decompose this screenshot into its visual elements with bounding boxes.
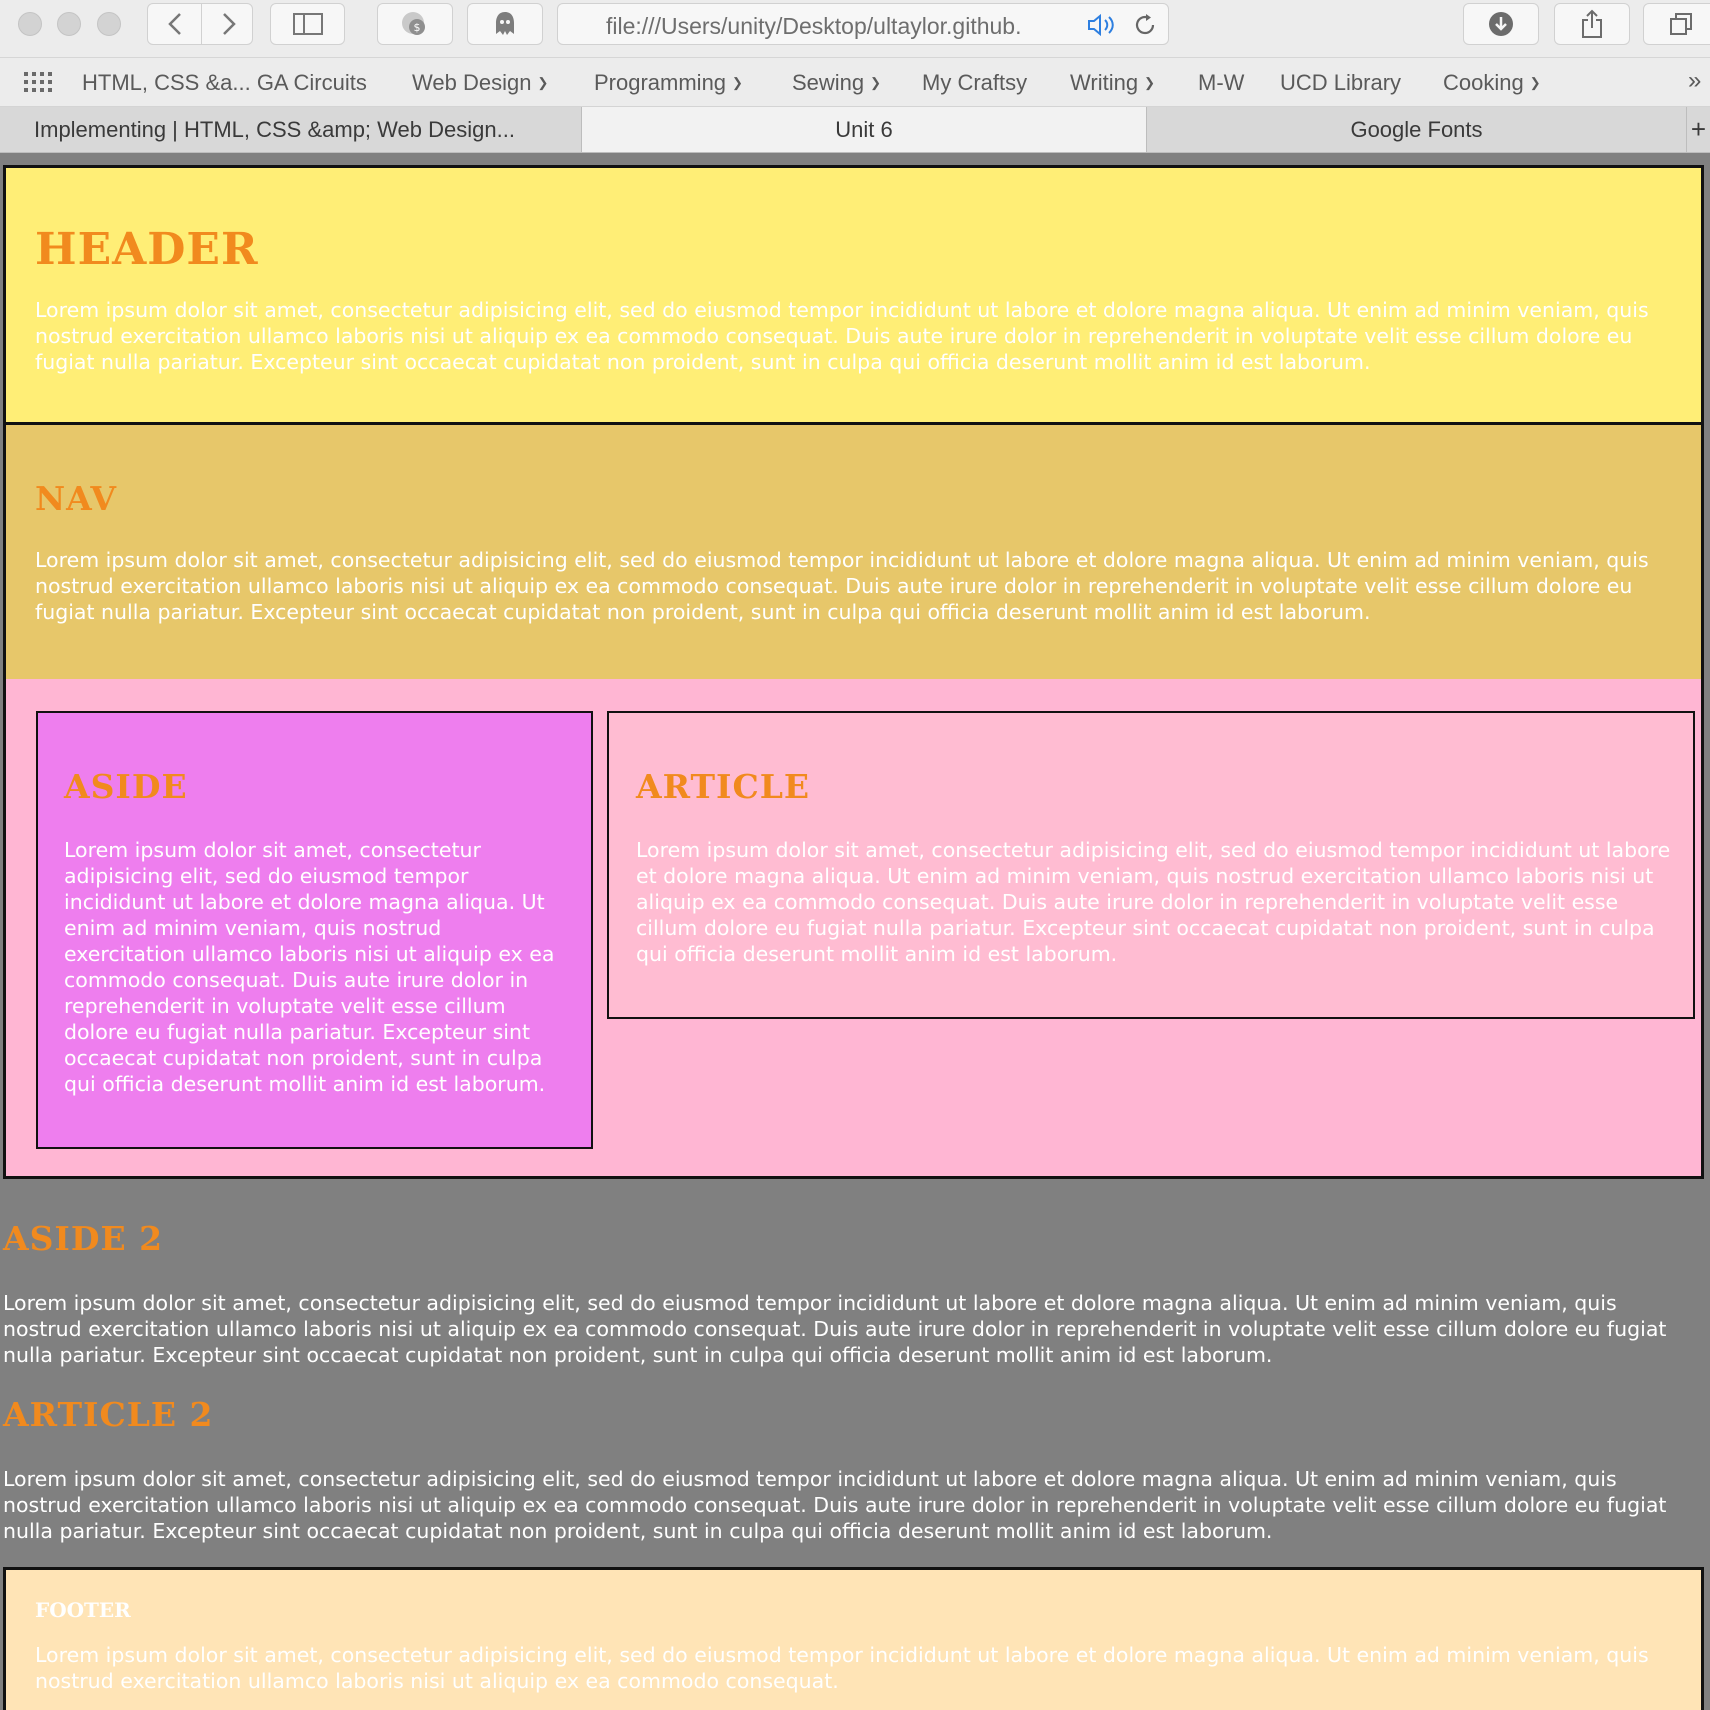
back-button[interactable] <box>148 4 201 44</box>
chevron-down-icon: ❯ <box>732 75 743 90</box>
tabs-overview-icon <box>1668 11 1694 37</box>
bookmark-label: HTML, CSS &a... GA Circuits <box>82 70 367 95</box>
header-title: HEADER <box>35 224 259 275</box>
privacy-extension-button[interactable] <box>377 3 453 45</box>
svg-text:$: $ <box>413 21 421 34</box>
bookmark-label: M-W <box>1198 70 1245 95</box>
nav-section <box>3 422 1704 682</box>
chevron-down-icon: ❯ <box>537 75 549 90</box>
bookmark-label: Web Design <box>412 70 532 95</box>
url-fade <box>1028 8 1078 40</box>
chevron-right-icon <box>222 12 236 36</box>
address-bar[interactable] <box>557 3 1169 45</box>
reload-icon[interactable] <box>1132 12 1158 38</box>
bookmark-sewing[interactable] <box>792 70 881 96</box>
footer-text: Lorem ipsum dolor sit amet, consectetur adipisicing elit, sed do eiusmod tempor incididunt ut labore et dolore magna aliqua. Ut enim ad minim veniam, quis nostrud exercitation ullamco laboris nisi ut aliquip ex ea commodo consequat. <box>35 1643 1649 1693</box>
tab-label: Implementing | HTML, CSS &amp; Web Design... <box>34 116 515 142</box>
chevron-left-icon <box>168 12 182 36</box>
ghost-icon <box>492 10 518 38</box>
bookmark-html-css-circuits[interactable] <box>82 70 367 96</box>
chevron-down-icon: ❯ <box>1529 75 1541 90</box>
bookmark-writing[interactable] <box>1070 70 1155 96</box>
bookmark-label: My Craftsy <box>922 70 1028 95</box>
zoom-window-button[interactable] <box>97 12 121 36</box>
bookmark-cooking[interactable] <box>1443 70 1541 96</box>
browser-toolbar <box>0 0 1710 58</box>
bookmarks-bar <box>0 58 1710 107</box>
audio-playing-icon[interactable] <box>1086 13 1120 37</box>
header-section <box>3 165 1704 425</box>
article-title: ARTICLE <box>636 767 811 806</box>
nav-text: Lorem ipsum dolor sit amet, consectetur adipisicing elit, sed do eiusmod tempor incididunt ut labore et dolore magna aliqua. Ut enim ad minim veniam, quis nostrud exercitation ullamco laboris nisi ut aliquip ex ea commodo consequat. Duis aute irure dolor in reprehenderit in voluptate velit esse cillum dolore eu fugiat nulla pariatur. Excepteur sint occaecat cupidatat non proident, sunt in culpa qui officia deserunt mollit anim id est laborum. <box>35 548 1649 624</box>
bookmark-web-design[interactable] <box>412 70 548 96</box>
bookmark-label: Programming <box>594 70 727 95</box>
download-icon <box>1487 10 1515 38</box>
minimize-window-button[interactable] <box>57 12 81 36</box>
bookmark-label: UCD Library <box>1280 70 1402 95</box>
plus-icon: + <box>1690 114 1707 144</box>
chevron-down-icon: ❯ <box>1144 75 1155 90</box>
aside-title: ASIDE <box>64 767 188 806</box>
bookmark-my-craftsy[interactable] <box>922 70 1027 96</box>
show-tabs-button[interactable] <box>1643 3 1710 45</box>
sidebar-icon <box>293 13 323 35</box>
tab-unit-6[interactable] <box>582 107 1147 152</box>
tab-label: Google Fonts <box>1350 116 1483 142</box>
aside2-text: Lorem ipsum dolor sit amet, consectetur adipisicing elit, sed do eiusmod tempor incididunt ut labore et dolore magna aliqua. Ut enim ad minim veniam, quis nostrud exercitation ullamco laboris nisi ut aliquip ex ea commodo consequat. Duis aute irure dolor in reprehenderit in voluptate velit esse cillum dolore eu fugiat nulla pariatur. Excepteur sint occaecat cupidatat non proident, sunt in culpa qui officia deserunt mollit anim id est laborum. <box>3 1291 1667 1367</box>
bookmark-label: Sewing <box>792 70 865 95</box>
url-text[interactable]: file:///Users/unity/Desktop/ultaylor.github. <box>606 13 1022 39</box>
aside2-title: ASIDE 2 <box>3 1219 164 1258</box>
tab-label: Unit 6 <box>835 116 893 142</box>
header-text: Lorem ipsum dolor sit amet, consectetur adipisicing elit, sed do eiusmod tempor incididunt ut labore et dolore magna aliqua. Ut enim ad minim veniam, quis nostrud exercitation ullamco laboris nisi ut aliquip ex ea commodo consequat. Duis aute irure dolor in reprehenderit in voluptate velit esse cillum dolore eu fugiat nulla pariatur. Excepteur sint occaecat cupidatat non proident, sunt in culpa qui officia deserunt mollit anim id est laborum. <box>35 298 1649 374</box>
ghostery-extension-button[interactable] <box>467 3 543 45</box>
article-text: Lorem ipsum dolor sit amet, consectetur adipisicing elit, sed do eiusmod tempor incididunt ut labore et dolore magna aliqua. Ut enim ad minim veniam, quis nostrud exercitation ullamco laboris nisi ut aliquip ex ea commodo consequat. Duis aute irure dolor in reprehenderit in voluptate velit esse cillum dolore eu fugiat nulla pariatur. Excepteur sint occaecat cupidatat non proident, sunt in culpa qui officia deserunt mollit anim id est laborum. <box>636 838 1671 966</box>
tab-implementing[interactable] <box>0 107 582 152</box>
aside-box <box>36 711 593 1149</box>
close-window-button[interactable] <box>18 12 42 36</box>
bookmarks-overflow-button[interactable]: » <box>1688 67 1702 94</box>
bookmark-ucd-library[interactable] <box>1280 70 1401 96</box>
aside-text: Lorem ipsum dolor sit amet, consectetur adipisicing elit, sed do eiusmod tempor incididunt ut labore et dolore magna aliqua. Ut enim ad minim veniam, quis nostrud exercitation ullamco laboris nisi ut aliquip ex ea commodo consequat. Duis aute irure dolor in reprehenderit in voluptate velit esse cillum dolore eu fugiat nulla pariatur. Excepteur sint occaecat cupidatat non proident, sunt in culpa qui officia deserunt mollit anim id est laborum. <box>64 838 555 1096</box>
disconnect-icon <box>400 9 430 39</box>
tab-bar <box>0 107 1710 153</box>
forward-button[interactable] <box>201 4 255 44</box>
history-nav-group <box>147 3 253 45</box>
grid-icon[interactable] <box>22 70 52 94</box>
article2-title: ARTICLE 2 <box>3 1395 214 1434</box>
new-tab-button[interactable] <box>1687 107 1710 152</box>
main-section <box>3 679 1704 1179</box>
page-viewport <box>0 153 1704 1710</box>
bookmark-label: Cooking <box>1443 70 1524 95</box>
share-icon <box>1580 9 1604 39</box>
footer-title: FOOTER <box>35 1598 131 1622</box>
article-box <box>607 711 1695 1019</box>
bookmark-m-w[interactable] <box>1198 70 1244 96</box>
share-button[interactable] <box>1554 3 1630 45</box>
bookmark-label: Writing <box>1070 70 1139 95</box>
nav-title: NAV <box>35 479 117 518</box>
tab-google-fonts[interactable] <box>1147 107 1687 152</box>
sidebar-toggle-button[interactable] <box>270 3 345 45</box>
article2-text: Lorem ipsum dolor sit amet, consectetur adipisicing elit, sed do eiusmod tempor incididunt ut labore et dolore magna aliqua. Ut enim ad minim veniam, quis nostrud exercitation ullamco laboris nisi ut aliquip ex ea commodo consequat. Duis aute irure dolor in reprehenderit in voluptate velit esse cillum dolore eu fugiat nulla pariatur. Excepteur sint occaecat cupidatat non proident, sunt in culpa qui officia deserunt mollit anim id est laborum. <box>3 1467 1667 1543</box>
downloads-button[interactable] <box>1463 3 1539 45</box>
chevron-down-icon: ❯ <box>870 75 882 90</box>
bookmark-programming[interactable] <box>594 70 743 96</box>
footer-section <box>3 1567 1704 1710</box>
